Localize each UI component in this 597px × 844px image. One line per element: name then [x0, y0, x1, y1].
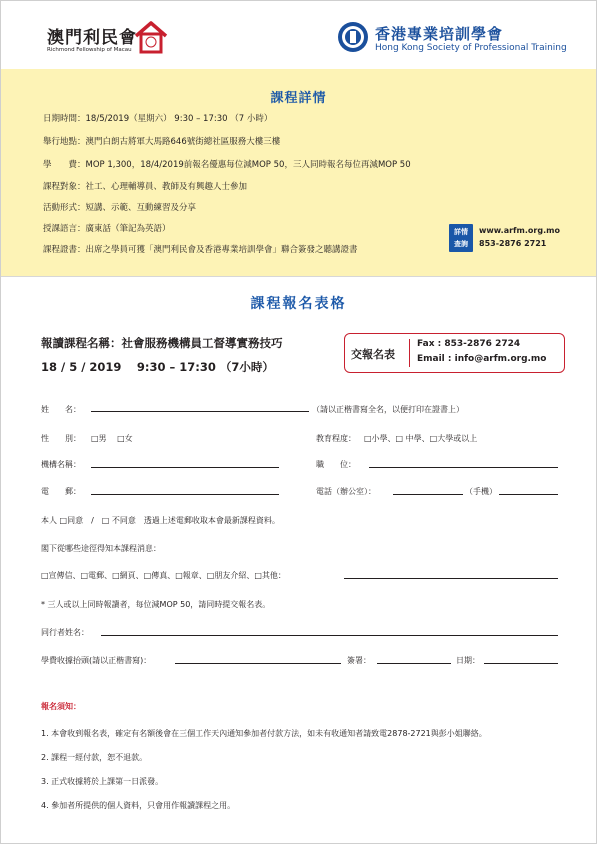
- source-other-field[interactable]: [344, 578, 558, 579]
- left-org-logo: [47, 17, 177, 61]
- position-field[interactable]: [369, 467, 558, 468]
- source-question: 閣下從哪些途徑得知本課程消息：: [41, 544, 161, 553]
- detail-value: 澳門白朗古將軍大馬路646號街總社區服務大樓三樓: [85, 137, 281, 147]
- date-label: 日期：: [456, 656, 480, 665]
- consent-text[interactable]: 本人 □同意 / □ 不同意 透過上述電郵收取本會最新課程資料。: [41, 516, 280, 525]
- name-label: 姓 名：: [41, 405, 81, 414]
- detail-label: 日期時間：: [43, 114, 86, 124]
- detail-label: 學 費：: [43, 160, 86, 170]
- right-org-name-en: Hong Kong Society of Professional Training: [375, 43, 567, 53]
- form-title: 課程報名表格: [250, 296, 347, 312]
- companion-label: 同行者姓名：: [41, 628, 89, 637]
- seal-logo-icon: [337, 21, 369, 53]
- detail-row: [43, 201, 196, 213]
- note-item: 3. 正式收據將於上課第一日派發。: [41, 777, 164, 786]
- name-field[interactable]: [91, 411, 309, 412]
- detail-label: 授課語言：: [43, 224, 86, 234]
- organization-field[interactable]: [91, 467, 279, 468]
- detail-value: 出席之學員可獲「澳門利民會及香港專業培訓學會」聯合簽發之聽講證書: [85, 245, 358, 255]
- left-org-name-en: Richmond Fellowship of Macau: [47, 47, 132, 53]
- submit-fax: Fax : 853-2876 2724: [417, 339, 521, 349]
- detail-row: [43, 243, 358, 255]
- education-options[interactable]: □小學、□ 中學、□大學或以上: [364, 434, 478, 443]
- detail-value: 廣東話（筆記為英語）: [85, 224, 171, 234]
- gender-options[interactable]: □男 □女: [91, 434, 133, 443]
- course-details-section: [1, 69, 596, 277]
- date-field[interactable]: [484, 663, 558, 664]
- detail-value: 18/5/2019（星期六） 9:30 – 17:30 （7 小時）: [85, 114, 273, 124]
- note-item: 4. 參加者所提供的個人資料，只會用作報讀課程之用。: [41, 801, 236, 810]
- enquiry-badge: [449, 224, 473, 252]
- detail-value: MOP 1,300，18/4/2019前報名優惠每位減MOP 50，三人同時報名每位再減MOP 50: [85, 160, 411, 170]
- enquiry-badge-line: 查詢: [454, 240, 468, 248]
- enquiry-phone: 853-2876 2721: [479, 239, 547, 248]
- detail-label: 課程對象：: [43, 182, 86, 192]
- header: [1, 1, 596, 69]
- divider: [409, 339, 410, 367]
- enquiry-badge-line: 詳情: [454, 228, 468, 236]
- name-note: （請以正楷書寫全名，以便打印在證書上）: [312, 405, 464, 414]
- submit-email[interactable]: Email : info@arfm.org.mo: [417, 354, 547, 364]
- house-logo-icon: [133, 19, 169, 55]
- detail-row: [43, 158, 411, 170]
- signature-field[interactable]: [377, 663, 451, 664]
- source-options[interactable]: □宣傳信、□電郵、□網頁、□傳真、□報章、□朋友介紹、□其他：: [41, 571, 286, 580]
- right-org-logo: [337, 21, 567, 61]
- email-field[interactable]: [91, 494, 279, 495]
- detail-row: [43, 112, 272, 124]
- left-org-name-zh: 澳門利民會: [47, 28, 137, 48]
- detail-row: [43, 135, 280, 147]
- receipt-label: 學費收據抬頭(請以正楷書寫)：: [41, 656, 152, 665]
- detail-value: 社工、心理輔導員、教師及有興趣人士參加: [85, 182, 248, 192]
- notes-title: 報名須知：: [41, 702, 81, 711]
- office-phone-field[interactable]: [393, 494, 463, 495]
- website-link[interactable]: www.arfm.org.mo: [479, 226, 560, 235]
- submit-label: 交報名表: [351, 348, 395, 361]
- receipt-field[interactable]: [175, 663, 341, 664]
- note-item: 1. 本會收到報名表，確定有名額後會在三個工作天內通知參加者付款方法，如未有收通知者請致電2878-2721與彭小姐聯絡。: [41, 729, 487, 738]
- gender-label: 性 別：: [41, 434, 81, 443]
- detail-row: [43, 222, 171, 234]
- signature-label: 簽署：: [347, 656, 371, 665]
- detail-label: 課程證書：: [43, 245, 86, 255]
- mobile-label: （手機）: [465, 487, 497, 496]
- group-discount-note: * 三人或以上同時報讀者，每位減MOP 50，請同時提交報名表。: [41, 600, 271, 609]
- detail-label: 舉行地點：: [43, 137, 86, 147]
- detail-value: 短講、示範、互動練習及分享: [85, 203, 197, 213]
- submit-info-box: [344, 333, 565, 373]
- organization-label: 機構名稱：: [41, 460, 81, 469]
- details-title: 課程詳情: [270, 91, 327, 106]
- right-org-name-zh: 香港專業培訓學會: [375, 25, 504, 43]
- note-item: 2. 課程一經付款，恕不退款。: [41, 753, 148, 762]
- detail-row: [43, 180, 247, 192]
- course-name: 報讀課程名稱：社會服務機構員工督導實務技巧: [41, 336, 283, 350]
- detail-label: 活動形式：: [43, 203, 86, 213]
- course-time: 18 / 5 / 2019 9:30 – 17:30 （7小時）: [41, 360, 274, 374]
- mobile-field[interactable]: [499, 494, 558, 495]
- email-label: 電 郵：: [41, 487, 81, 496]
- contact-info: [479, 224, 560, 250]
- education-label: 教育程度：: [316, 434, 356, 443]
- position-label: 職 位：: [316, 460, 356, 469]
- companion-field[interactable]: [101, 635, 558, 636]
- office-phone-label: 電話（辦公室）：: [316, 487, 376, 496]
